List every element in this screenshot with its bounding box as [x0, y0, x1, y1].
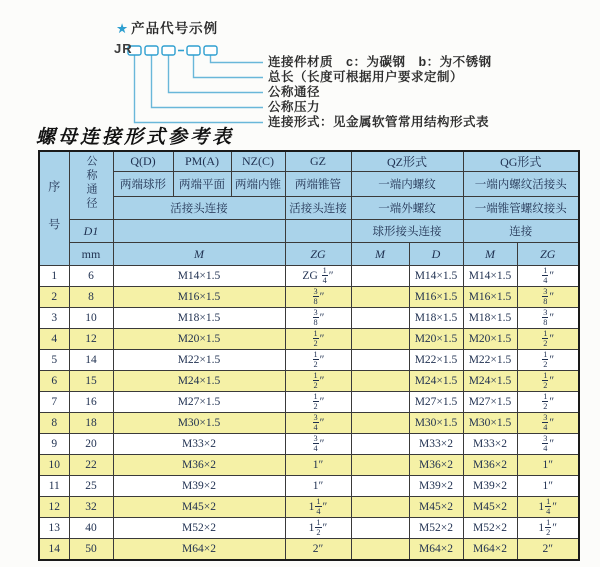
cell-qg-m: M20×1.5: [463, 329, 517, 350]
header-qpmnz-spacer: [113, 220, 285, 243]
cell-gz-zg: $\frac{1}{2}$ ″: [285, 329, 351, 350]
cell-seq: 9: [39, 434, 69, 455]
cell-seq: 14: [39, 539, 69, 561]
cell-seq: 10: [39, 455, 69, 476]
cell-qz-d: M16×1.5: [409, 287, 463, 308]
cell-qz-m: [351, 476, 409, 497]
cell-gz-zg: $\frac{1}{2}$ ″: [285, 350, 351, 371]
cell-dn: 25: [69, 476, 113, 497]
cell-qz-d: M45×2: [409, 497, 463, 518]
header-gz-spacer: [285, 220, 351, 243]
cell-qz-m: [351, 308, 409, 329]
cell-dn: 15: [69, 371, 113, 392]
cell-qg-zg: $\frac{1}{4}$ ″: [517, 266, 579, 287]
cell-qg-m: M16×1.5: [463, 287, 517, 308]
table-row: [39, 287, 579, 308]
cell-dn: 40: [69, 518, 113, 539]
header-qz-conn: 一端外螺纹: [351, 197, 463, 220]
cell-qz-d: M36×2: [409, 455, 463, 476]
cell-qg-zg: $\frac{3}{4}$ ″: [517, 413, 579, 434]
cell-seq: 6: [39, 371, 69, 392]
header-unit-qg-m: M: [463, 243, 517, 266]
cell-qg-m: M27×1.5: [463, 392, 517, 413]
col-header-qz-code: QZ形式: [351, 151, 463, 172]
cell-seq: 11: [39, 476, 69, 497]
cell-qg-m: M45×2: [463, 497, 517, 518]
cell-thread-m: M14×1.5: [113, 266, 285, 287]
star-icon: ★: [116, 21, 130, 36]
cell-seq: 1: [39, 266, 69, 287]
cell-thread-m: M16×1.5: [113, 287, 285, 308]
cell-qz-m: [351, 455, 409, 476]
table-row: [39, 518, 579, 539]
cell-qg-zg: 1″: [517, 476, 579, 497]
cell-qg-zg: $\frac{3}{4}$ ″: [517, 434, 579, 455]
header-q-desc: 两端球形: [113, 172, 173, 197]
col-header-pm-code: PM(A): [173, 151, 231, 172]
cell-qg-m: M30×1.5: [463, 413, 517, 434]
cell-qz-m: [351, 497, 409, 518]
cell-seq: 2: [39, 287, 69, 308]
cell-qg-zg: $\frac{3}{8}$ ″: [517, 287, 579, 308]
table-row: [39, 392, 579, 413]
cell-thread-m: M20×1.5: [113, 329, 285, 350]
cell-seq: 13: [39, 518, 69, 539]
cell-seq: 8: [39, 413, 69, 434]
cell-gz-zg: 1 $\frac{1}{4}$ ″: [285, 497, 351, 518]
cell-gz-zg: 2″: [285, 539, 351, 561]
header-qz-desc: 一端内螺纹: [351, 172, 463, 197]
callout-line-length: [194, 55, 264, 78]
cell-dn: 18: [69, 413, 113, 434]
cell-thread-m: M30×1.5: [113, 413, 285, 434]
cell-thread-m: M36×2: [113, 455, 285, 476]
cell-qz-d: M22×1.5: [409, 350, 463, 371]
cell-gz-zg: 1 $\frac{1}{2}$ ″: [285, 518, 351, 539]
code-box-3: [162, 46, 175, 55]
table-row: [39, 371, 579, 392]
table-row: [39, 308, 579, 329]
cell-gz-zg: $\frac{3}{8}$ ″: [285, 287, 351, 308]
cell-gz-zg: $\frac{1}{2}$ ″: [285, 371, 351, 392]
header-unit-qz-m: M: [351, 243, 409, 266]
table-body: [39, 266, 579, 561]
cell-qg-zg: 1 $\frac{1}{4}$ ″: [517, 497, 579, 518]
table-row: [39, 413, 579, 434]
header-pm-desc: 两端平面: [173, 172, 231, 197]
header-qg-conn: 一端锥管螺纹接头: [463, 197, 579, 220]
cell-thread-m: M33×2: [113, 434, 285, 455]
cell-qg-m: M22×1.5: [463, 350, 517, 371]
cell-gz-zg: $\frac{1}{2}$ ″: [285, 392, 351, 413]
cell-qz-m: [351, 539, 409, 561]
cell-seq: 5: [39, 350, 69, 371]
cell-thread-m: M24×1.5: [113, 371, 285, 392]
cell-qz-d: M39×2: [409, 476, 463, 497]
cell-dn: 16: [69, 392, 113, 413]
table-row: [39, 434, 579, 455]
callout-line-material: [211, 55, 264, 63]
cell-gz-zg: $\frac{3}{4}$ ″: [285, 413, 351, 434]
cell-qg-zg: $\frac{1}{2}$ ″: [517, 350, 579, 371]
header-unit-qg-zg: ZG: [517, 243, 579, 266]
col-header-nz-code: NZ(C): [231, 151, 285, 172]
cell-dn: 6: [69, 266, 113, 287]
col-header-q-code: Q(D): [113, 151, 173, 172]
cell-gz-zg: ZG $\frac{1}{4}$ ″: [285, 266, 351, 287]
col-header-dn: 公称通径: [69, 151, 113, 220]
col-header-qg-code: QG形式: [463, 151, 579, 172]
cell-dn: 50: [69, 539, 113, 561]
cell-dn: 14: [69, 350, 113, 371]
callout-label-pressure: 公称压力: [268, 100, 321, 114]
callout-label-connection: 连接形式：见金属软管常用结构形式表: [268, 115, 490, 129]
cell-qg-m: M36×2: [463, 455, 517, 476]
cell-seq: 4: [39, 329, 69, 350]
cell-thread-m: M22×1.5: [113, 350, 285, 371]
code-box-5: [204, 46, 217, 55]
cell-qz-m: [351, 392, 409, 413]
cell-qz-d: M27×1.5: [409, 392, 463, 413]
callout-label-material: 连接件材质 c：为碳钢 b：为不锈钢: [268, 55, 492, 69]
cell-qg-zg: $\frac{1}{2}$ ″: [517, 371, 579, 392]
cell-qg-m: M39×2: [463, 476, 517, 497]
cell-qz-d: M20×1.5: [409, 329, 463, 350]
header-unit-qz-d: D: [409, 243, 463, 266]
cell-qz-m: [351, 518, 409, 539]
cell-qg-zg: 1″: [517, 455, 579, 476]
table-header: [39, 151, 579, 266]
table-row: [39, 266, 579, 287]
cell-qg-zg: $\frac{3}{8}$ ″: [517, 308, 579, 329]
cell-qg-zg: 1 $\frac{1}{2}$ ″: [517, 518, 579, 539]
cell-gz-zg: 1″: [285, 455, 351, 476]
callout-label-length: 总长（长度可根据用户要求定制）: [268, 70, 464, 84]
cell-thread-m: M27×1.5: [113, 392, 285, 413]
table-row: [39, 539, 579, 561]
cell-qg-zg: $\frac{1}{2}$ ″: [517, 392, 579, 413]
cell-qz-d: M18×1.5: [409, 308, 463, 329]
cell-gz-zg: $\frac{3}{4}$ ″: [285, 434, 351, 455]
cell-seq: 7: [39, 392, 69, 413]
cell-thread-m: M52×2: [113, 518, 285, 539]
table-row: [39, 455, 579, 476]
header-mm: mm: [69, 243, 113, 266]
cell-dn: 20: [69, 434, 113, 455]
cell-qz-m: [351, 266, 409, 287]
diagram-heading: [116, 17, 218, 37]
table-title: 螺母连接形式参考表: [36, 126, 235, 148]
diagram-heading-text: 产品代号示例: [131, 21, 219, 36]
code-prefix: JR: [114, 41, 133, 56]
code-box-4: [187, 46, 200, 55]
cell-qg-m: M18×1.5: [463, 308, 517, 329]
table-row: [39, 329, 579, 350]
callout-line-connection: [135, 55, 264, 123]
nut-connection-table: [38, 150, 580, 561]
header-gz-desc: 两端锥管: [285, 172, 351, 197]
cell-thread-m: M18×1.5: [113, 308, 285, 329]
header-unit-m: M: [113, 243, 285, 266]
header-unit-gz-zg: ZG: [285, 243, 351, 266]
cell-qg-m: M52×2: [463, 518, 517, 539]
cell-dn: 8: [69, 287, 113, 308]
cell-qz-d: M52×2: [409, 518, 463, 539]
cell-gz-zg: 1″: [285, 476, 351, 497]
cell-qz-m: [351, 329, 409, 350]
col-header-gz-code: GZ: [285, 151, 351, 172]
header-qpmnz-conn: 活接头连接: [113, 197, 285, 220]
cell-qg-m: M33×2: [463, 434, 517, 455]
header-qz-row4: 球形接头连接: [351, 220, 463, 243]
cell-gz-zg: $\frac{3}{8}$ ″: [285, 308, 351, 329]
cell-seq: 3: [39, 308, 69, 329]
cell-qz-m: [351, 350, 409, 371]
table-row: [39, 476, 579, 497]
cell-qg-zg: 2″: [517, 539, 579, 561]
cell-thread-m: M39×2: [113, 476, 285, 497]
cell-qz-m: [351, 413, 409, 434]
header-nz-desc: 两端内锥: [231, 172, 285, 197]
cell-qz-d: M64×2: [409, 539, 463, 561]
header-gz-conn: 活接头连接: [285, 197, 351, 220]
cell-qz-d: M30×1.5: [409, 413, 463, 434]
cell-seq: 12: [39, 497, 69, 518]
col-header-seq: 序号: [39, 151, 69, 266]
cell-qz-m: [351, 287, 409, 308]
cell-qg-zg: $\frac{1}{2}$ ″: [517, 329, 579, 350]
cell-qz-d: M14×1.5: [409, 266, 463, 287]
table-row: [39, 350, 579, 371]
cell-thread-m: M45×2: [113, 497, 285, 518]
cell-qz-d: M24×1.5: [409, 371, 463, 392]
cell-dn: 22: [69, 455, 113, 476]
cell-qg-m: M64×2: [463, 539, 517, 561]
header-qg-desc: 一端内螺纹活接头: [463, 172, 579, 197]
header-d1: D1: [69, 220, 113, 243]
cell-qg-m: M24×1.5: [463, 371, 517, 392]
cell-qz-d: M33×2: [409, 434, 463, 455]
header-qg-row4: 连接: [463, 220, 579, 243]
callout-line-diameter: [169, 55, 264, 93]
cell-qz-m: [351, 434, 409, 455]
cell-dn: 32: [69, 497, 113, 518]
cell-dn: 10: [69, 308, 113, 329]
callout-label-diameter: 公称通径: [268, 85, 321, 99]
cell-thread-m: M64×2: [113, 539, 285, 561]
cell-qg-m: M14×1.5: [463, 266, 517, 287]
code-box-2: [145, 46, 158, 55]
table-row: [39, 497, 579, 518]
cell-dn: 12: [69, 329, 113, 350]
cell-qz-m: [351, 371, 409, 392]
